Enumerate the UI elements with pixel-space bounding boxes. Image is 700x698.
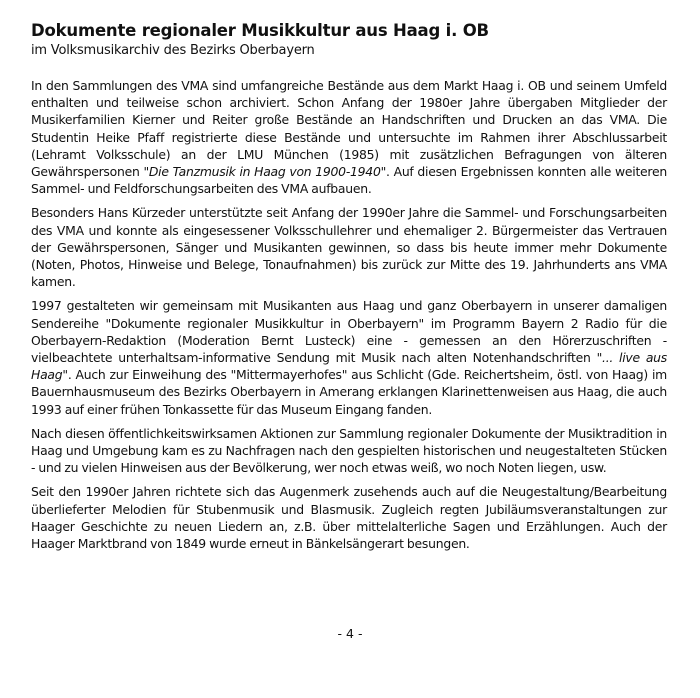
paragraph-3-text-a: 1997 gestalteten wir gemeinsam mit Musikanten aus Haag und ganz Oberbayern in unserer damaligen Sendereihe "Dokumente regionaler Musikkultur in Oberbayern" im Programm Bayern 2 Radio für die Oberbayern-Redaktion (Moderation Bernt Lusteck) eine - gemessen an den Hörerzuschriften - vielbeachtete unterhaltsam-informative Sendung mit Musik nach alten Notenhandschriften bbox=[31, 298, 667, 366]
document-title: Dokumente regionaler Musikkultur aus Haag i. OB bbox=[31, 21, 489, 40]
paragraph-5-text: Seit den 1990er Jahren richtete sich das Augenmerk zusehends auch auf die Neugestaltung/Bearbeitung überlieferter Melodien für Stubenmusik und Blasmusik. Zugleich regten Jubiläumsveranstaltungen zur Haager Geschichte zu neuen Liedern an, z.B. über mittelalterliche Sagen und Erzählungen. Auch der Haager Marktbrand von 1849 wurde erneut in Bänkelsängerart besungen. bbox=[31, 484, 667, 552]
document-subtitle: im Volksmusikarchiv des Bezirks Oberbayern bbox=[31, 43, 315, 58]
paragraph-3-italic: "... live aus Haag" bbox=[31, 350, 667, 383]
paragraph-4 bbox=[31, 425, 667, 477]
page-number: - 4 - bbox=[337, 626, 363, 641]
paragraph-3 bbox=[31, 297, 667, 417]
paragraph-2 bbox=[31, 204, 667, 290]
paragraph-1-text-a: In den Sammlungen des VMA sind umfangreiche Bestände aus dem Markt Haag i. OB und seinem Umfeld enthalten und teilweise schon archiviert. Schon Anfang der 1980er Jahre übergaben Mitglieder der Musikerfamilien Kierner und Reiter große Bestände an Handschriften und Drucken an das VMA. Die Studentin Heike Pfaff registrierte diese Bestände und untersuchte im Rahmen ihrer Abschlussarbeit (Lehramt Volksschule) an der LMU München (1985) mit zusätzlichen Befragungen von älteren Gewährspersonen bbox=[31, 78, 667, 180]
paragraph-2-text: Besonders Hans Kürzeder unterstützte seit Anfang der 1990er Jahre die Sammel- und Forschungsarbeiten des VMA und konnte als eingesessener Volksschullehrer und ehemaliger 2. Bürgermeister das Vertrauen der Gewährspersonen, Sänger und Musikanten gewinnen, so dass bis heute immer mehr Dokumente (Noten, Photos, Hinweise und Belege, Tonaufnahmen) bis zurück zur Mitte des 19. Jahrhunderts ans VMA kamen. bbox=[31, 205, 667, 290]
paragraph-5 bbox=[31, 483, 667, 552]
paragraph-3-text-b: . Auch zur Einweihung des "Mittermayerhofes" aus Schlicht (Gde. Reichertsheim, östl. von Haag) im Bauernhausmuseum des Bezirks Oberbayern in Amerang erklangen Klarinettenweisen aus Haag, die auch 1993 auf einer frühen Tonkassette für das Museum Eingang fanden. bbox=[31, 367, 667, 417]
paragraph-4-text: Nach diesen öffentlichkeitswirksamen Aktionen zur Sammlung regionaler Dokumente der Musiktradition in Haag und Umgebung kam es zu Nachfragen nach den gespielten historischen und neugestalteten Stücken - und zu vielen Hinweisen aus der Bevölkerung, wer noch etwas weiß, wo noch Noten liegen, usw. bbox=[31, 425, 667, 476]
paragraph-1 bbox=[31, 77, 667, 197]
paragraph-1-text-b: . Auf diesen Ergebnissen konnten alle weiteren Sammel- und Feldforschungsarbeiten des VMA aufbauen. bbox=[31, 164, 667, 197]
document-page bbox=[31, 20, 667, 559]
paragraph-1-italic: "Die Tanzmusik in Haag von 1900-1940" bbox=[143, 164, 387, 180]
